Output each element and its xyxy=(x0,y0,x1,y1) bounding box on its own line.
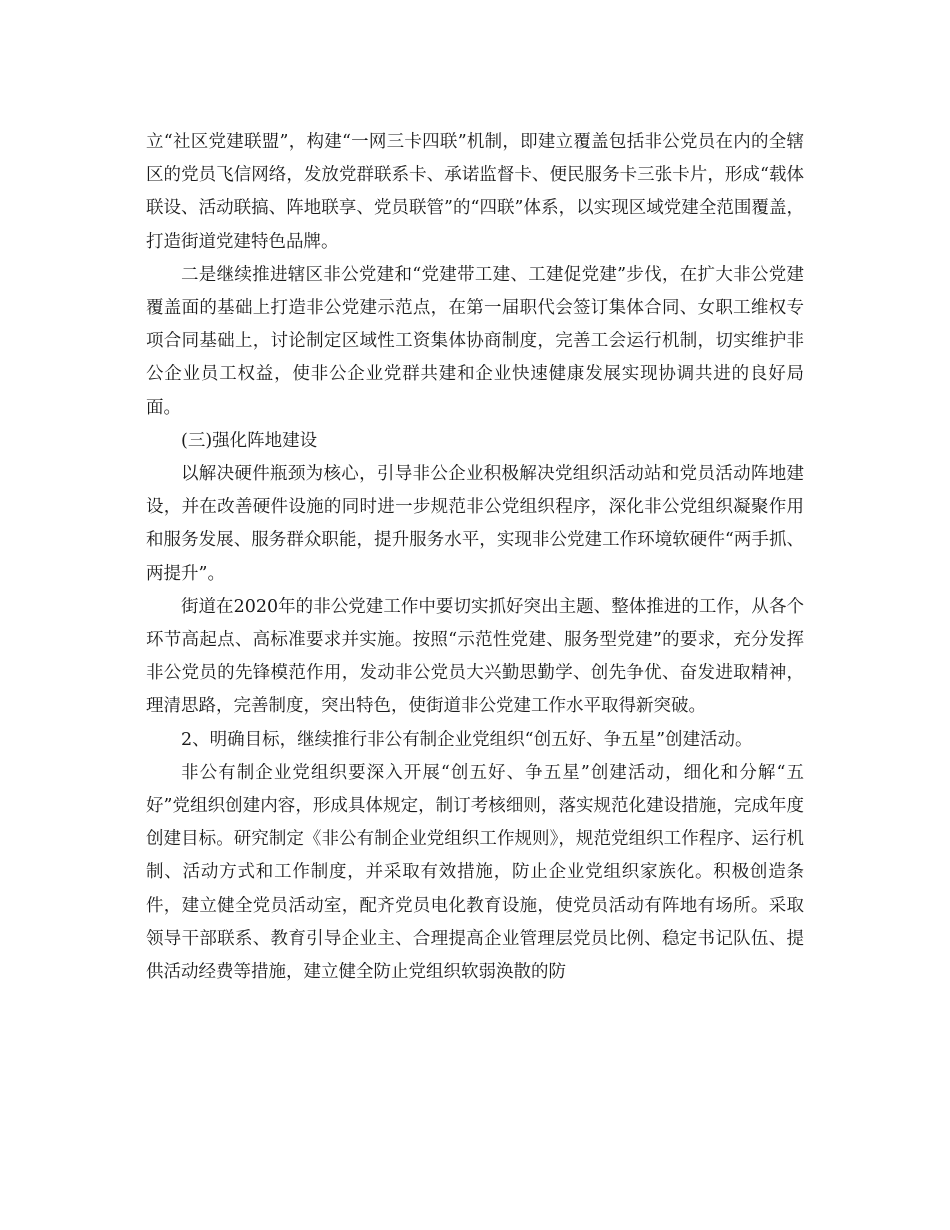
paragraph-3: 以解决硬件瓶颈为核心，引导非公企业积极解决党组织活动站和党员活动阵地建设，并在改善硬件设施的同时进一步规范非公党组织程序，深化非公党组织凝聚作用和服务发展、服务群众职能，提升服务水平，实现非公党建工作环境软硬件“两手抓、两提升”。 xyxy=(146,464,804,584)
paragraph-6: 非公有制企业党组织要深入开展“创五好、争五星”创建活动，细化和分解“五好”党组织创建内容，形成具体规定，制订考核细则，落实规范化建设措施，完成年度创建目标。研究制定《非公有制企业党组织工作规则》，规范党组织工作程序、运行机制、活动方式和工作制度，并采取有效措施，防止企业党组织家族化。积极创造条件，建立健全党员活动室，配齐党员电化教育设施，使党员活动有阵地有场所。采取领导干部联系、教育引导企业主、合理提高企业管理层党员比例、稳定书记队伍、提供活动经费等措施，建立健全防止党组织软弱涣散的防 xyxy=(146,762,804,983)
paragraph-4: 街道在2020年的非公党建工作中要切实抓好突出主题、整体推进的工作，从各个环节高起点、高标准要求并实施。按照“示范性党建、服务型党建”的要求，充分发挥非公党员的先锋模范作用，发动非公党员大兴勤思勤学、创先争优、奋发进取精神，理清思路，完善制度，突出特色，使街道非公党建工作水平取得新突破。 xyxy=(146,596,804,717)
section-heading: (三)强化阵地建设 xyxy=(181,430,318,451)
paragraph-1: 立“社区党建联盟”，构建“一网三卡四联”机制，即建立覆盖包括非公党员在内的全辖区的党员飞信网络，发放党群联系卡、承诺监督卡、便民服务卡三张卡片，形成“载体联设、活动联搞、阵地联享、党员联管”的“四联”体系，以实现区域党建全范围覆盖，打造街道党建特色品牌。 xyxy=(146,132,804,252)
paragraph-2: 二是继续推进辖区非公党建和“党建带工建、工建促党建”步伐，在扩大非公党建覆盖面的基础上打造非公党建示范点，在第一届职代会签订集体合同、女职工维权专项合同基础上，讨论制定区域性工资集体协商制度，完善工会运行机制，切实维护非公企业员工权益，使非公企业党群共建和企业快速健康发展实现协调共进的良好局面。 xyxy=(146,264,804,418)
paragraph-5: 2、明确目标，继续推行非公有制企业党组织“创五好、争五星”创建活动。 xyxy=(181,729,753,750)
document-body xyxy=(146,126,804,989)
